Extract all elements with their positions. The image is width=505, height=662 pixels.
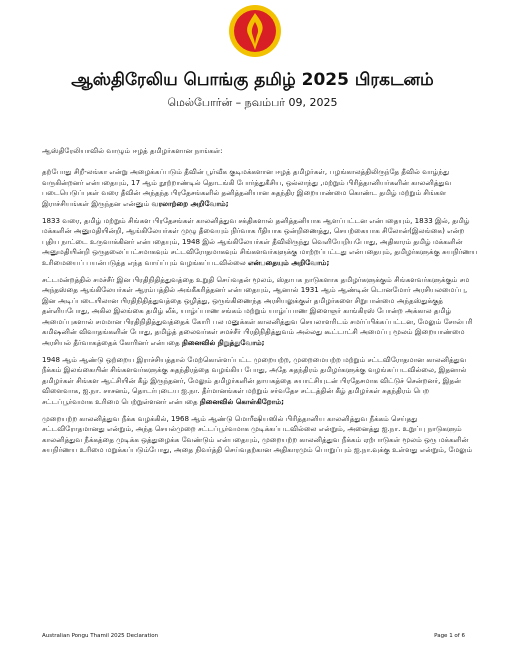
paragraph-text: 1948 ஆம் ஆண்டு ஒற்றைய இராச்சியத்தால் மேற்கொள்ளப்பட்ட முறையற்ற, முறைமையற்ற மற்றும் சட்டவிரோதமான காலனித்துவ நீக்கம் இலங்கையின் சிங்களவர்களுக்கு சுதந்திரத்தை வழங்கிய போது, அதே சுதந்திரம் தமிழர்களுக்கு வழங்கப்படவில்லை, இதனால் தமிழர்கள் சிங்கள ஆட்சியின் கீழ் இருந்தனர், மேலும் தமிழர்களின் தாயகத்தை சுயாட்சியுடன் பிரதேசமாக விட்டுச் சென்றனர், இதன் விளைவாக, ஐ.நா. சாசனம், தொடர்புடைய ஐ.நா. தீர்மானங்கள் மற்றும் சர்வதேச சட்டத்தின் கீழ் தமிழர்கள் சுதந்திரம் பெற சட்டப்பூர்வமாக உரிமை பெற்றுள்ளனர் என்பதை	[42, 354, 467, 406]
paragraph-emphasis: நினைவில் நிறுத்துவோம்;	[181, 337, 265, 347]
page-title: ஆஸ்திரேலிய பொங்கு தமிழ் 2025 பிரகடனம்	[71, 70, 434, 90]
paragraph-text: தற்போது சிறீ-லங்கா என்று அழைக்கப்படும் தீவின் பூர்வீக குடிமக்களான ஈழத் தமிழர்கள், பழங்காலத்திலிருந்தே தீவில் வாழ்ந்து வருகின்றனர் என்பதையும், 17 ஆம் நூற்றாண்டில் தொடங்கி போர்த்துகீசிய, ஒல்லாந்து ,மற்றும் பிரித்தானியர்களின் காலனித்துவ படையெடுப்புகள் வரை தீவின் அந்தந்த பிரதேசங்களில் தனித்தனியான சுதந்திர இறையாண்மை கொண்ட தமிழ் மற்றும் சிங்கள இராச்சியங்கள் இருந்தன என்னும்	[42, 167, 452, 208]
paragraph-text: 1833 வரை, தமிழ் மற்றும் சிங்கள பிரதேசங்கள் காலனித்துவ சக்திகளால் தனித்தனியாக ஆளப்பட்டன என்பதையும், 1833 இல், தமிழ் மக்களின் அனுமதியின்றி, ஆங்கிலேயர்கள் முழு தீவையும் நிர்வாக ரீதியாக ஒன்றிணைத்து, செயற்கையாக சிலோன்(இலங்கை) என்ற புதிய நாட்டை உருவாக்கினர் என்பதையும், 1948 இல் ஆங்கிலேயர்கள் தீவிலிருந்து வெளியேறியபோது, அதிகாரம் தமிழ் மக்களின் அனுமதியின்றி ஒருதலைப்பட்சமாகவும் சட்டவிரோதமாகவும் சிங்களவர்களுக்கு மாற்றப்பட்டது என்பதையும், தமிழர்களுக்கு சுயநிர்ணய உரிமையைப் பயன்படுத்த எந்த வாய்ப்பும் வழங்கப்படவில்லை	[42, 216, 478, 267]
paragraph-text: சட்டமன்றத்தில் சமச்சீர் இன பிரதிநிதித்துவத்தை உறுதி செய்வதன் மூலம், ஸ்தாபக நாடுகளாக தமிழர்களுக்கும் சிங்களவர்களுக்கும் சம அந்தஸ்தை ஆங்கிலேயர்கள் ஆரம்பத்தில் அங்கீகரித்தனர் என்பதையும், ஆனால் 1931 ஆம் ஆண்டின் டொனமோர் அரசியலமைப்பு, இன அடிப்படையிலான பிரதிநிதித்துவத்தை ஒழித்து, ஒருங்கிணைந்த அரசியலுக்குள் தமிழர்களை சிறுபான்மை அந்தஸ்துக்குத் தள்ளியபோது, அகில இலங்கை தமிழ் லீக், யாழ்ப்பாண சங்கம் மற்றும் யாழ்ப்பாண இளைஞர் காங்கிரஸ் போன்ற அக்கால தமிழ் அமைப்புகளால் சமமான பிரதிநிதித்துவத்தைக் கோரி பல மனுக்கள் காலனித்துவ செயலாளரிடம் சமர்ப்பிக்கப்பட்டன, மேலும் சோல்பரி கமிஷனின் விவாதங்களின் போது, தமிழ்த் தலைவர்கள் சமச்சீர் பிரதிநிதித்துவம் அல்லது கூட்டாட்சி அமைப்பு மூலம் இறையாண்மை அரசியல் தீர்வாகத்தைக் கோரினர் என்பதை	[42, 275, 473, 347]
salutation: ஆஸ்திரேலியாவில் வாழும் ஈழத் தமிழர்களான நாங்கள்:	[42, 146, 223, 155]
paragraph	[42, 275, 480, 348]
paragraph	[42, 167, 480, 209]
pongu-logo-icon	[228, 4, 282, 58]
paragraph	[42, 414, 480, 456]
paragraph-text: முறையற்ற காலனித்துவ நீக்க வழக்கில், 1968 ஆம் ஆண்டு மொரீஷியஸில் பிரித்தானிய காலனித்துவ நீக்கம் செய்தது சட்டவிரோதமானது என்றும், அந்த செயல்முறை சட்டப்பூர்வமாக முடிக்கப்படவில்லை என்றும், அனைத்து ஐ.நா. உறுப்பு நாடுகளும் காலனித்துவ நீக்கத்தை முடிக்க ஒத்துழைக்க வேண்டும் என்பதையும், முறையற்ற காலனித்துவ நீக்கம் ஏற்பாடுகள் மூலம் ஒரு மக்களின் சுயநிர்ணய உரிமை மறுக்கப்படும்போது, அதை நிவர்த்தி செய்வதற்கான அதிகாரமும் பொறுப்பும் ஐ.நா.வுக்கு உள்ளது என்றும், மேலும்	[42, 413, 473, 455]
paragraph	[42, 216, 480, 268]
footer-page-number: Page 1 of 6	[434, 633, 465, 639]
document-body	[42, 146, 480, 463]
paragraph-emphasis: நினைவில் கொள்கிறோம்;	[199, 396, 284, 406]
page-subtitle: மெல்போர்ன் – நவம்பர் 09, 2025	[167, 96, 338, 109]
paragraph-emphasis: என்பதையும் அறிவோம்;	[247, 257, 330, 267]
paragraph-emphasis: வரலாற்றை அறிவோம்;	[151, 198, 229, 208]
footer-document-name: Australian Pongu Thamil 2025 Declaration	[42, 633, 159, 639]
paragraph	[42, 355, 480, 407]
